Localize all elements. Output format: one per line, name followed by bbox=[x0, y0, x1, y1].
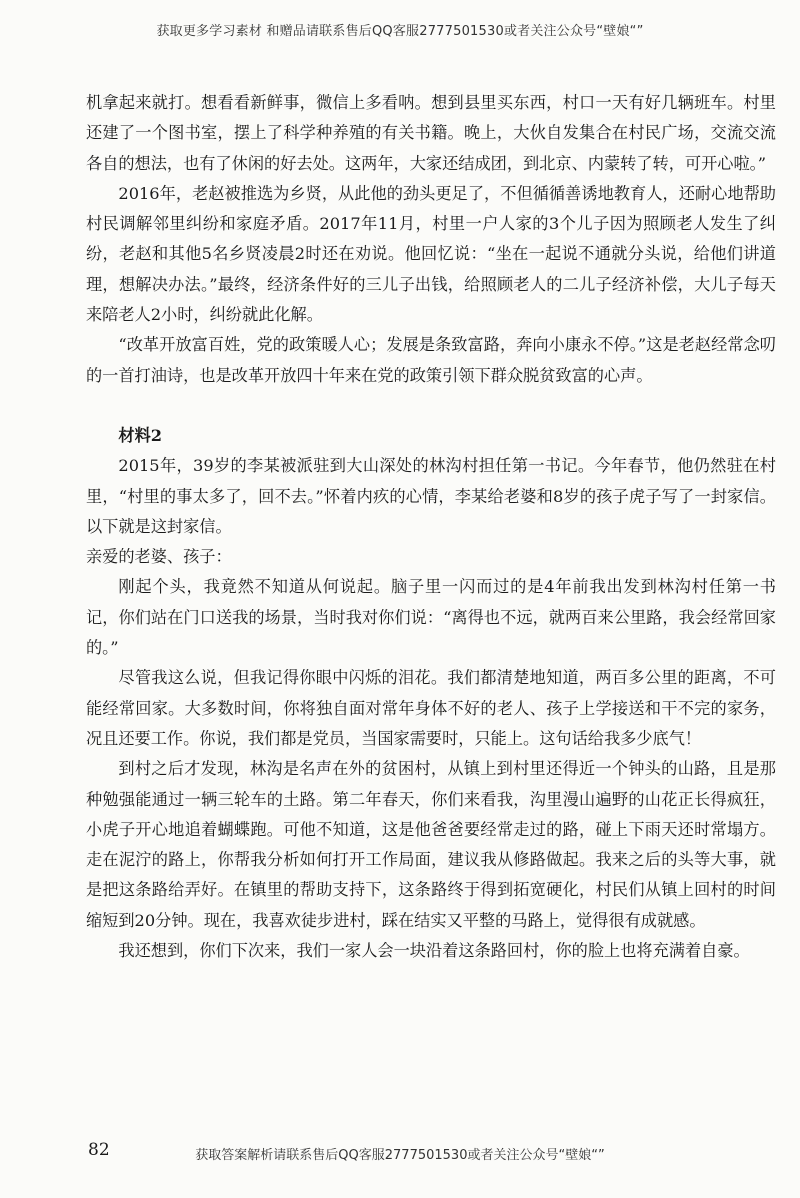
letter-paragraph: 刚起个头，我竟然不知道从何说起。脑子里一闪而过的是4年前我出发到林沟村任第一书记，你们站在门口送我的场景，当时我对你们说：“离得也不远，就两百来公里路，我会经常回家的。” bbox=[86, 577, 776, 658]
letter-paragraph: 尽管我这么说，但我记得你眼中闪烁的泪花。我们都清楚地知道，两百多公里的距离，不可能经常回家。大多数时间，你将独自面对常年身体不好的老人、孩子上学接送和干不完的家务，况且还要工作。你说，我们都是党员，当国家需要时，只能上。这句话给我多少底气！ bbox=[86, 668, 776, 748]
page-number: 82 bbox=[88, 1140, 110, 1160]
page-footer bbox=[0, 1140, 800, 1164]
paragraph: 2016年，老赵被推选为乡贤，从此他的劲头更足了，不但循循善诱地教育人，还耐心地帮助村民调解邻里纠纷和家庭矛盾。2017年11月，村里一户人家的3个儿子因为照顾老人发生了纠纷，老赵和其他5名乡贤凌晨2时还在劝说。他回忆说：“坐在一起说不通就分头说，给他们讲道理，想解决办法。”最终，经济条件好的三儿子出钱，给照顾老人的二儿子经济补偿，大儿子每天来陪老人2小时，纠纷就此化解。 bbox=[86, 183, 776, 325]
header-note: 获取更多学习素材 和赠品请联系售后QQ客服2777501530或者关注公众号“壁娘“” bbox=[156, 24, 644, 39]
letter-paragraph: 我还想到，你们下次来，我们一家人会一块沿着这条路回村，你的脸上也将充满着自豪。 bbox=[118, 941, 750, 961]
section-heading: 材料2 bbox=[118, 425, 163, 445]
paragraph: 机拿起来就打。想看看新鲜事，微信上多看呐。想到县里买东西，村口一天有好几辆班车。村里还建了一个图书室，摆上了科学种养殖的有关书籍。晚上，大伙自发集合在村民广场，交流交流各自的想法，也有了休闲的好去处。这两年，大家还结成团，到北京、内蒙转了转，可开心啦。” bbox=[86, 93, 776, 173]
document-body bbox=[86, 88, 776, 966]
letter-salutation: 亲爱的老婆、孩子： bbox=[86, 547, 232, 567]
letter-paragraph: 到村之后才发现，林沟是名声在外的贫困村，从镇上到村里还得近一个钟头的山路，且是那种勉强能通过一辆三轮车的土路。第二年春天，你们来看我，沟里漫山遍野的山花正长得疯狂，小虎子开心地追着蝴蝶跑。可他不知道，这是他爸爸要经常走过的路，碰上下雨天还时常塌方。走在泥泞的路上，你帮我分析如何打开工作局面，建议我从修路做起。我来之后的头等大事，就是把这条路给弄好。在镇里的帮助支持下，这条路终于得到拓宽硬化，村民们从镇上回村的时间缩短到20分钟。现在，我喜欢徒步进村，踩在结实又平整的马路上，觉得很有成就感。 bbox=[86, 759, 776, 930]
footer-note: 获取答案解析请联系售后QQ客服2777501530或者关注公众号“壁娘“” bbox=[195, 1148, 605, 1163]
paragraph: 2015年，39岁的李某被派驻到大山深处的林沟村担任第一书记。今年春节，他仍然驻在村里，“村里的事太多了，回不去。”怀着内疚的心情，李某给老婆和8岁的孩子虎子写了一封家信。以下就是这封家信。 bbox=[86, 456, 776, 536]
paragraph: “改革开放富百姓，党的政策暖人心；发展是条致富路，奔向小康永不停。”这是老赵经常念叨的一首打油诗，也是改革开放四十年来在党的政策引领下群众脱贫致富的心声。 bbox=[86, 335, 776, 385]
